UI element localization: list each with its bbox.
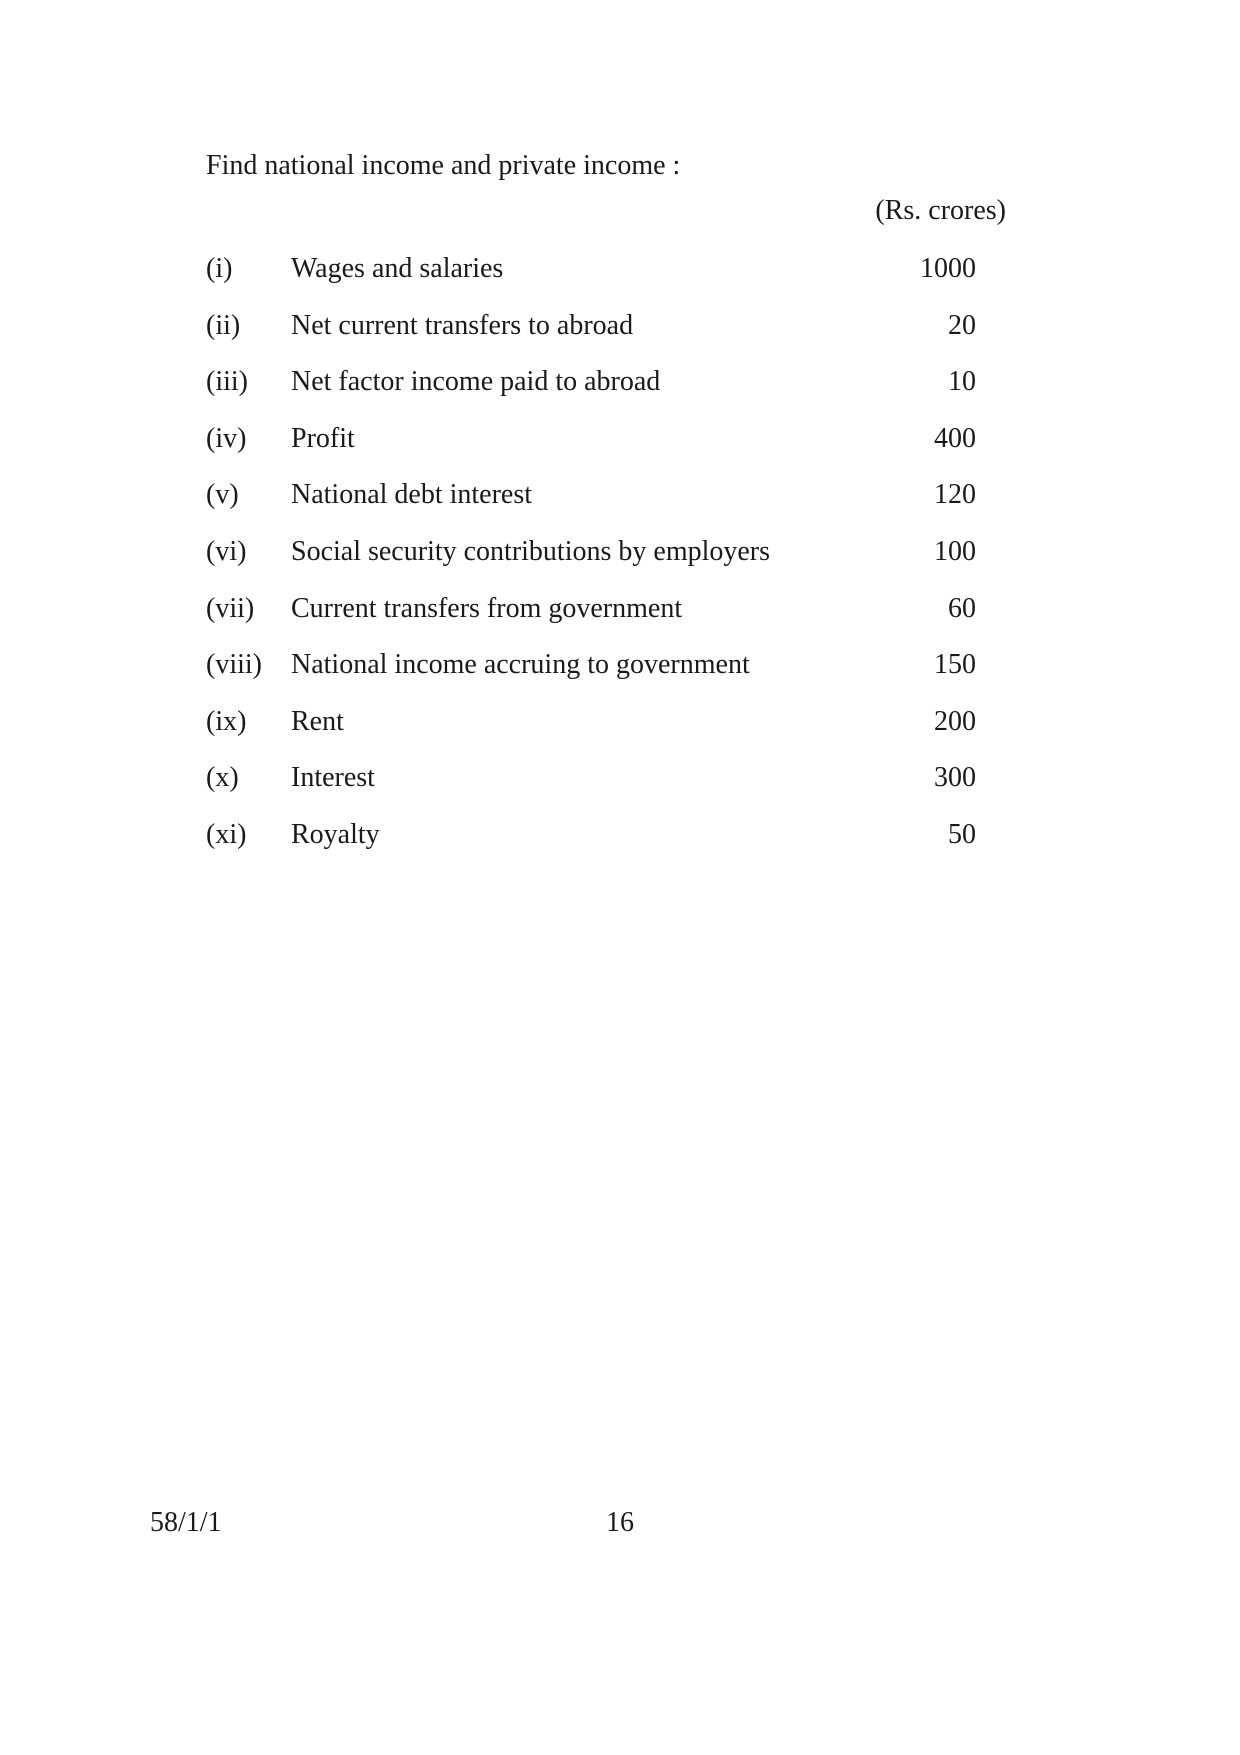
item-value: 150 — [934, 649, 976, 681]
item-number: (i) — [206, 253, 233, 284]
item-value: 10 — [948, 366, 976, 398]
item-number: (ix) — [206, 705, 247, 737]
list-item — [206, 364, 976, 421]
list-item — [206, 534, 976, 591]
item-value: 300 — [934, 762, 976, 794]
item-label: Interest — [291, 762, 375, 794]
item-label: Profit — [291, 422, 355, 454]
list-item — [206, 251, 976, 308]
item-number: (x) — [206, 762, 239, 794]
list-item — [206, 760, 976, 817]
item-value: 20 — [948, 309, 976, 341]
item-label: Social security contributions by employers — [291, 535, 771, 567]
list-item — [206, 477, 976, 534]
item-number: (vii) — [206, 592, 255, 624]
item-label: National income accruing to government — [291, 649, 750, 681]
item-label: Royalty — [291, 818, 380, 850]
item-number: (vi) — [206, 535, 247, 567]
item-label: Current transfers from government — [291, 592, 683, 624]
item-label: Wages and salaries — [291, 253, 504, 284]
list-item — [206, 817, 976, 874]
item-number: (iv) — [206, 422, 247, 454]
item-label: Net factor income paid to abroad — [291, 366, 661, 398]
list-item — [206, 704, 976, 761]
unit-label: (Rs. crores) — [875, 195, 1006, 226]
item-number: (xi) — [206, 818, 247, 850]
item-number: (v) — [206, 479, 239, 511]
list-item — [206, 591, 976, 648]
list-item — [206, 308, 976, 365]
item-value: 100 — [934, 535, 976, 567]
item-number: (ii) — [206, 309, 241, 341]
item-value: 120 — [934, 479, 976, 511]
item-value: 1000 — [920, 253, 976, 284]
page-number: 16 — [606, 1507, 634, 1538]
question-text: Find national income and private income : — [206, 150, 681, 181]
item-list — [206, 251, 976, 874]
item-value: 400 — [934, 422, 976, 454]
list-item — [206, 647, 976, 704]
item-label: National debt interest — [291, 479, 533, 511]
item-number: (iii) — [206, 366, 248, 398]
item-value: 200 — [934, 705, 976, 737]
list-item — [206, 421, 976, 478]
item-label: Net current transfers to abroad — [291, 309, 634, 341]
item-label: Rent — [291, 705, 344, 737]
paper-code: 58/1/1 — [150, 1507, 222, 1538]
item-number: (viii) — [206, 649, 262, 681]
item-value: 60 — [948, 592, 976, 624]
item-value: 50 — [948, 818, 976, 850]
